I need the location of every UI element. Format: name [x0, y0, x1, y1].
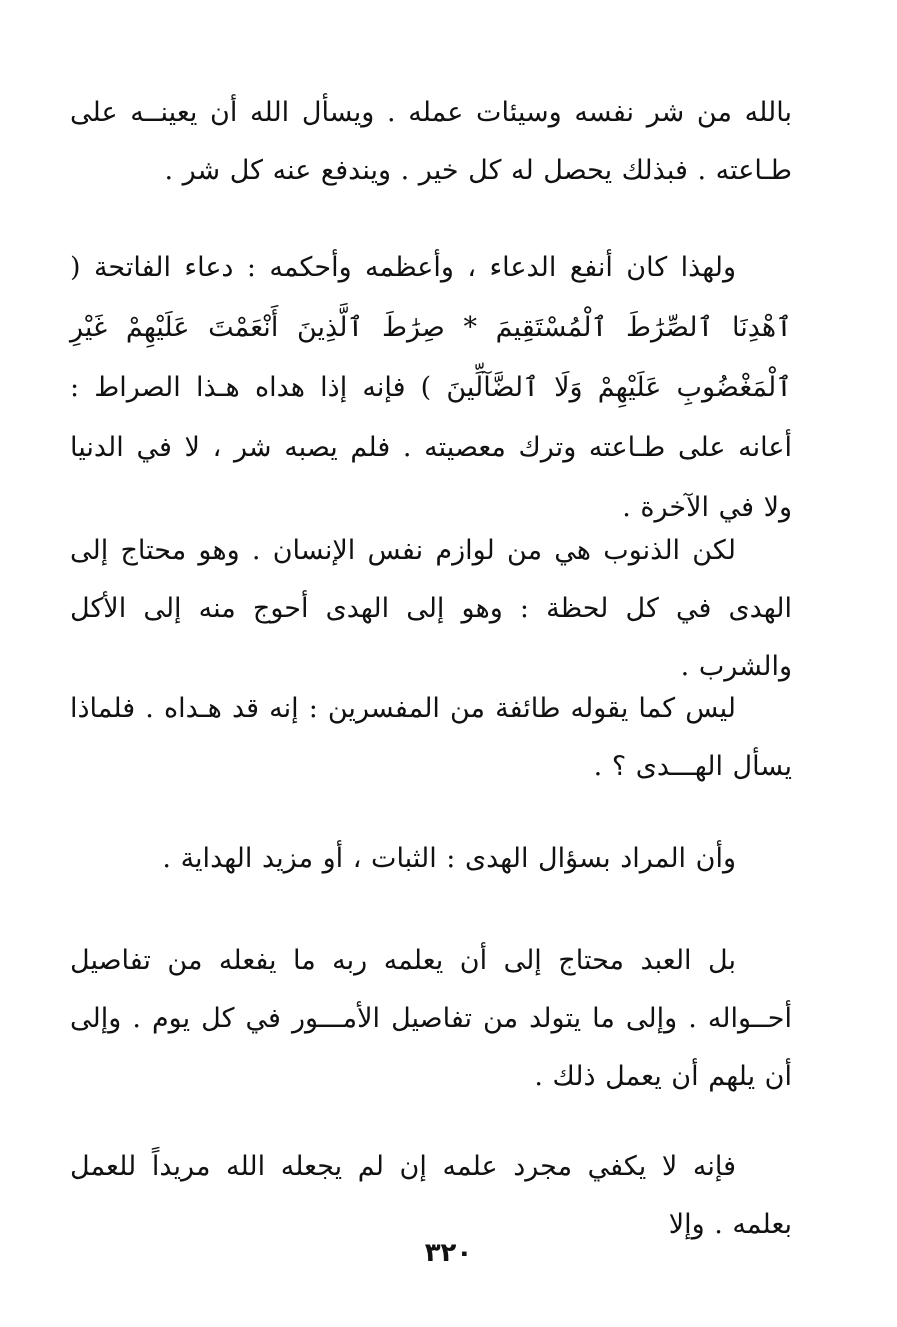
paragraph-4-text: ليس كما يقوله طائفة من المفسرين : إنه قد هـداه . فلماذا يسأل الهـــدى ؟ . [70, 693, 792, 782]
paragraph-7-text: فإنه لا يكفي مجرد علمه إن لم يجعله الله مريداً للعمل بعلمه . وإلا [70, 1151, 792, 1240]
paragraph-3 [70, 522, 792, 696]
paragraph-1 [70, 84, 792, 200]
paragraph-1-text: بالله من شر نفسه وسيئات عمله . ويسأل الله أن يعينــه على طـاعته . فبذلك يحصل له كل خير . ويندفع عنه كل شر . [70, 97, 792, 186]
paragraph-2 [70, 238, 792, 538]
paragraph-4 [70, 680, 792, 796]
paragraph-2-text: ولهذا كان أنفع الدعاء ، وأعظمه وأحكمه : دعاء الفاتحة ( ٱهْدِنَا ٱلصِّرَٰطَ ٱلْمُسْتَقِيمَ * صِرَٰطَ ٱلَّذِينَ أَنْعَمْتَ عَلَيْهِمْ غَيْرِ ٱلْمَغْضُوبِ عَلَيْهِمْ وَلَا ٱلضَّآلِّينَ ) فإنه إذا هداه هـذا الصراط : أعانه على طـاعته وترك معصيته . فلم يصبه شر ، لا في الدنيا ولا في الآخرة . [70, 252, 792, 523]
paragraph-5 [70, 830, 792, 888]
paragraph-7 [70, 1138, 792, 1254]
page-number: ٣٢٠ [424, 1238, 473, 1268]
paragraph-5-text: وأن المراد بسؤال الهدى : الثبات ، أو مزيد الهداية . [162, 843, 736, 874]
paragraph-6-text: بل العبد محتاج إلى أن يعلمه ربه ما يفعله من تفاصيل أحــواله . وإلى ما يتولد من تفاصيل الأمـــور في كل يوم . وإلى أن يلهم أن يعمل ذلك . [70, 945, 792, 1092]
paragraph-6 [70, 932, 792, 1106]
paragraph-3-text: لكن الذنوب هي من لوازم نفس الإنسان . وهو محتاج إلى الهدى في كل لحظة : وهو إلى الهدى أحوج منه إلى الأكل والشرب . [70, 535, 792, 682]
